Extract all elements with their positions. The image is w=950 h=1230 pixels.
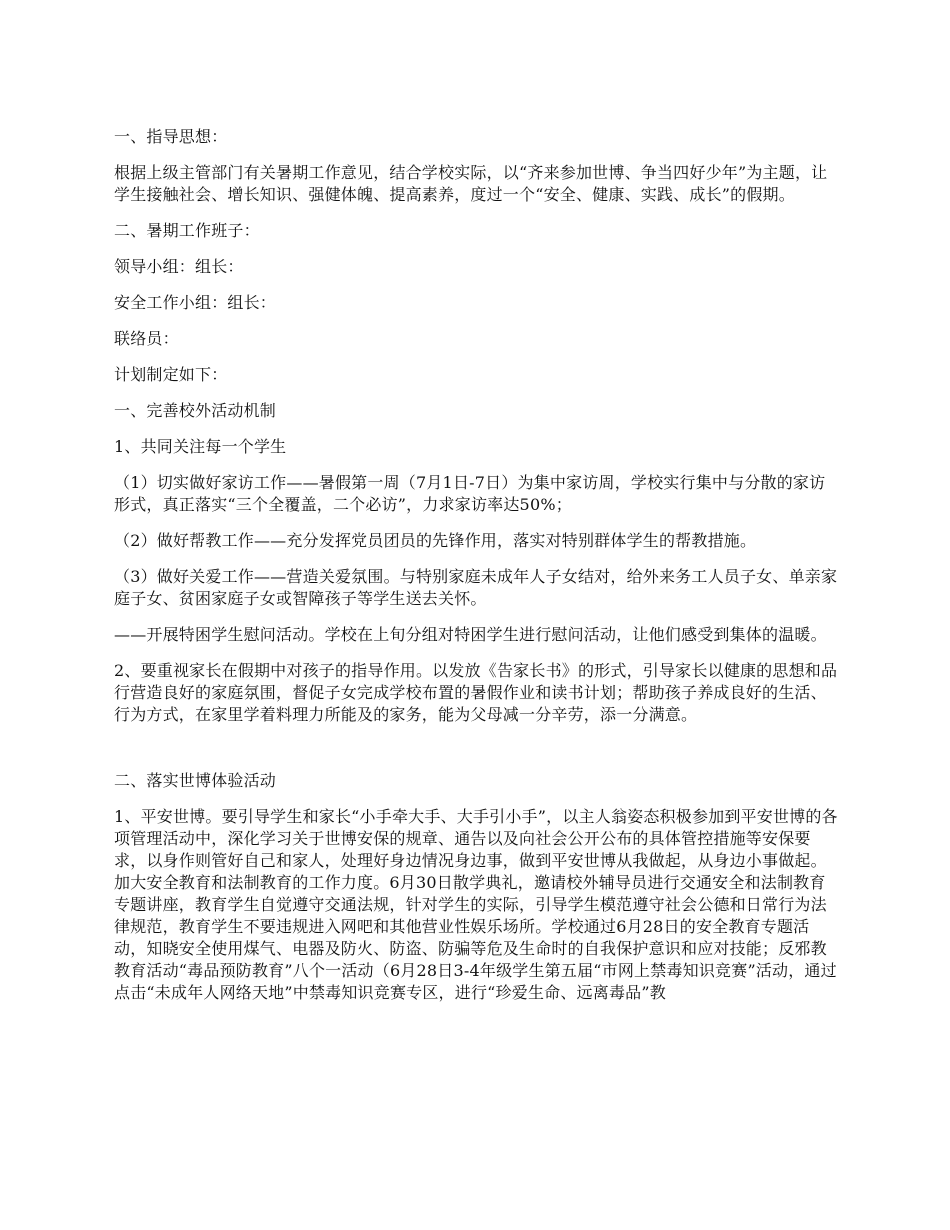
leadership-group-line: 领导小组：组长： (114, 257, 244, 276)
section-spacer (114, 740, 838, 770)
heading-section-one: 一、完善校外活动机制 (114, 401, 277, 420)
paragraph-safe-expo: 1、平安世博。要引导学生和家长“小手牵大手、大手引小手”，以主人翁姿态积极参加到平安世博的各项管理活动中，深化学习关于世博安保的规章、通告以及向社会公开公布的具体管控措施等安保要求，以身作则管好自己和家人，处理好身边情况身边事，做到平安世博从我做起，从身边小事做起。加大安全教育和法制教育的工作力度。6月30日散学典礼，邀请校外辅导员进行交通安全和法制教育专题讲座，教育学生自觉遵守交通法规，针对学生的实际，引导学生模范遵守社会公德和日常行为法律规范，教育学生不要违规进入网吧和其他营业性娱乐场所。学校通过6月28日的安全教育专题活动，知晓安全使用煤气、电器及防火、防盗、防骗等危及生命时的自我保护意识和应对技能；反邪教教育活动“毒品预防教育”八个一活动（6月28日3-4年级学生第五届“市网上禁毒知识竞赛”活动，通过点击“未成年人网络天地”中禁毒知识竞赛专区，进行“珍爱生命、远离毒品”教 (114, 807, 838, 1002)
paragraph-guiding-thought: 根据上级主管部门有关暑期工作意见，结合学校实际，以“齐来参加世博、争当四好少年”为主题，让学生接触社会、增长知识、强健体魄、提高素养，度过一个“安全、健康、实践、成长”的假期。 (114, 163, 828, 204)
item-condolence-visit: ——开展特困学生慰问活动。学校在上旬分组对特困学生进行慰问活动，让他们感受到集体的温暖。 (114, 625, 827, 644)
item-caring: （3）做好关爱工作——营造关爱氛围。与特别家庭未成年人子女结对，给外来务工人员子女、单亲家庭子女、贫困家庭子女或智障孩子等学生送去关怀。 (114, 567, 838, 608)
liaison-line: 联络员： (114, 329, 179, 348)
item-home-visit: （1）切实做好家访工作——暑假第一周（7月1日-7日）为集中家访周，学校实行集中与分散的家访形式，真正落实“三个全覆盖，二个必访”，力求家访率达50%； (114, 473, 826, 514)
subheading-care-each-student: 1、共同关注每一个学生 (114, 437, 287, 456)
heading-section-two: 二、落实世博体验活动 (114, 771, 277, 790)
document-body (114, 126, 838, 1018)
safety-group-line: 安全工作小组：组长： (114, 293, 277, 312)
item-parent-guidance: 2、要重视家长在假期中对孩子的指导作用。以发放《告家长书》的形式，引导家长以健康的思想和品行营造良好的家庭氛围，督促子女完成学校布置的暑假作业和读书计划；帮助孩子养成良好的生活、行为方式，在家里学着料理力所能及的家务，能为父母减一分辛劳，添一分满意。 (114, 661, 838, 724)
heading-work-team: 二、暑期工作班子： (114, 221, 260, 240)
heading-guiding-thought: 一、指导思想： (114, 127, 228, 146)
plan-intro-line: 计划制定如下： (114, 365, 228, 384)
item-tutoring: （2）做好帮教工作——充分发挥党员团员的先锋作用，落实对特别群体学生的帮教措施。 (114, 531, 757, 550)
